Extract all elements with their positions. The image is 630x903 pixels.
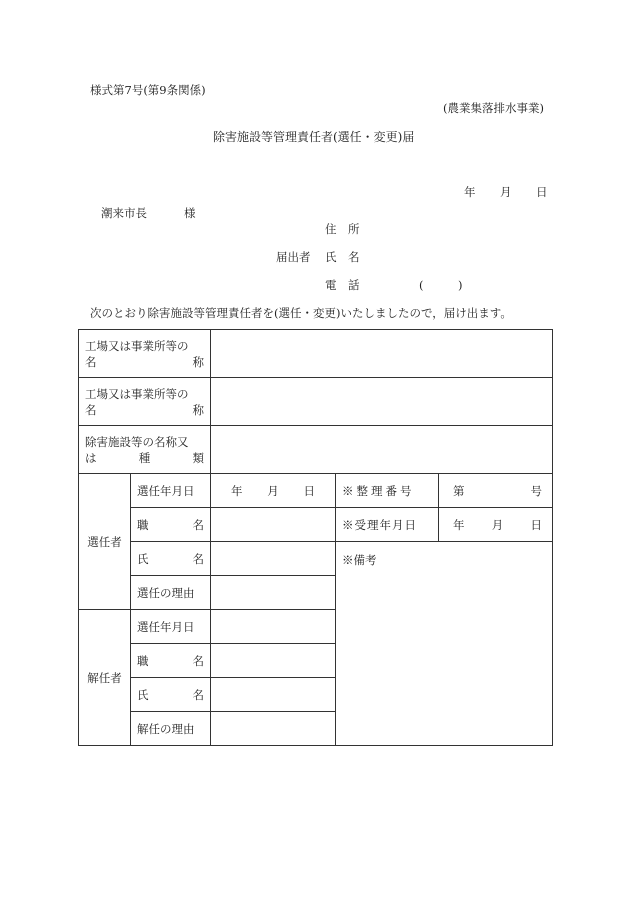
facility-value[interactable] (211, 426, 553, 474)
received-date-label: ※受理年月日 (336, 508, 439, 542)
dismissed-label: 解任者 (79, 610, 131, 746)
address-label: 住 所 (325, 222, 360, 236)
notification-table (78, 329, 553, 746)
form-number: 様式第7号(第9条関係) (90, 83, 206, 97)
appointee-name-value[interactable] (211, 542, 336, 576)
received-date-value[interactable]: 年 月 日 (439, 508, 553, 542)
page-title: 除害施設等管理責任者(選任・変更)届 (213, 130, 415, 144)
factory-name-row (79, 330, 553, 378)
date-month: 月 (500, 185, 512, 199)
dismiss-reason-label: 解任の理由 (131, 712, 211, 746)
dismissed-position-value[interactable] (211, 644, 336, 678)
facility-label: 除害施設等の名称又 は 種 類 (79, 426, 211, 474)
notifier-label: 届出者 (276, 250, 311, 264)
ref-number-value[interactable]: 第 号 (439, 474, 553, 508)
appointee-position-label: 職 名 (131, 508, 211, 542)
dismiss-date-value[interactable] (211, 610, 336, 644)
appoint-reason-value[interactable] (211, 576, 336, 610)
remarks-cell[interactable]: ※備考 (336, 542, 553, 746)
name-label: 氏 名 (325, 250, 360, 264)
factory-name-value-2[interactable] (211, 378, 553, 426)
dismiss-reason-value[interactable] (211, 712, 336, 746)
appointee-position-row (79, 508, 553, 542)
phone-paren: ( ) (419, 278, 463, 292)
date-year: 年 (464, 185, 476, 199)
appoint-date-label: 選任年月日 (131, 474, 211, 508)
phone-label: 電 話 (325, 278, 360, 292)
addressee-name: 潮来市長 (101, 206, 147, 220)
appointee-position-value[interactable] (211, 508, 336, 542)
appointee-label: 選任者 (79, 474, 131, 610)
appointee-date-row (79, 474, 553, 508)
factory-name-row-2 (79, 378, 553, 426)
statement: 次のとおり除害施設等管理責任者を(選任・変更)いたしましたので，届け出ます。 (90, 306, 512, 320)
appointee-name-label: 氏 名 (131, 542, 211, 576)
dismissed-name-label: 氏 名 (131, 678, 211, 712)
dismissed-position-label: 職 名 (131, 644, 211, 678)
addressee-honorific: 様 (184, 206, 196, 220)
factory-name-label-2: 工場又は事業所等の 名 称 (79, 378, 211, 426)
factory-name-label: 工場又は事業所等の 名 称 (79, 330, 211, 378)
dismissed-name-value[interactable] (211, 678, 336, 712)
factory-name-value[interactable] (211, 330, 553, 378)
project-type: (農業集落排水事業) (443, 101, 544, 115)
ref-number-label: ※整理番号 (336, 474, 439, 508)
date-day: 日 (536, 185, 548, 199)
appoint-date-value[interactable]: 年 月 日 (211, 474, 336, 508)
appoint-reason-label: 選任の理由 (131, 576, 211, 610)
dismiss-date-label: 選任年月日 (131, 610, 211, 644)
appointee-name-row (79, 542, 553, 576)
facility-row (79, 426, 553, 474)
